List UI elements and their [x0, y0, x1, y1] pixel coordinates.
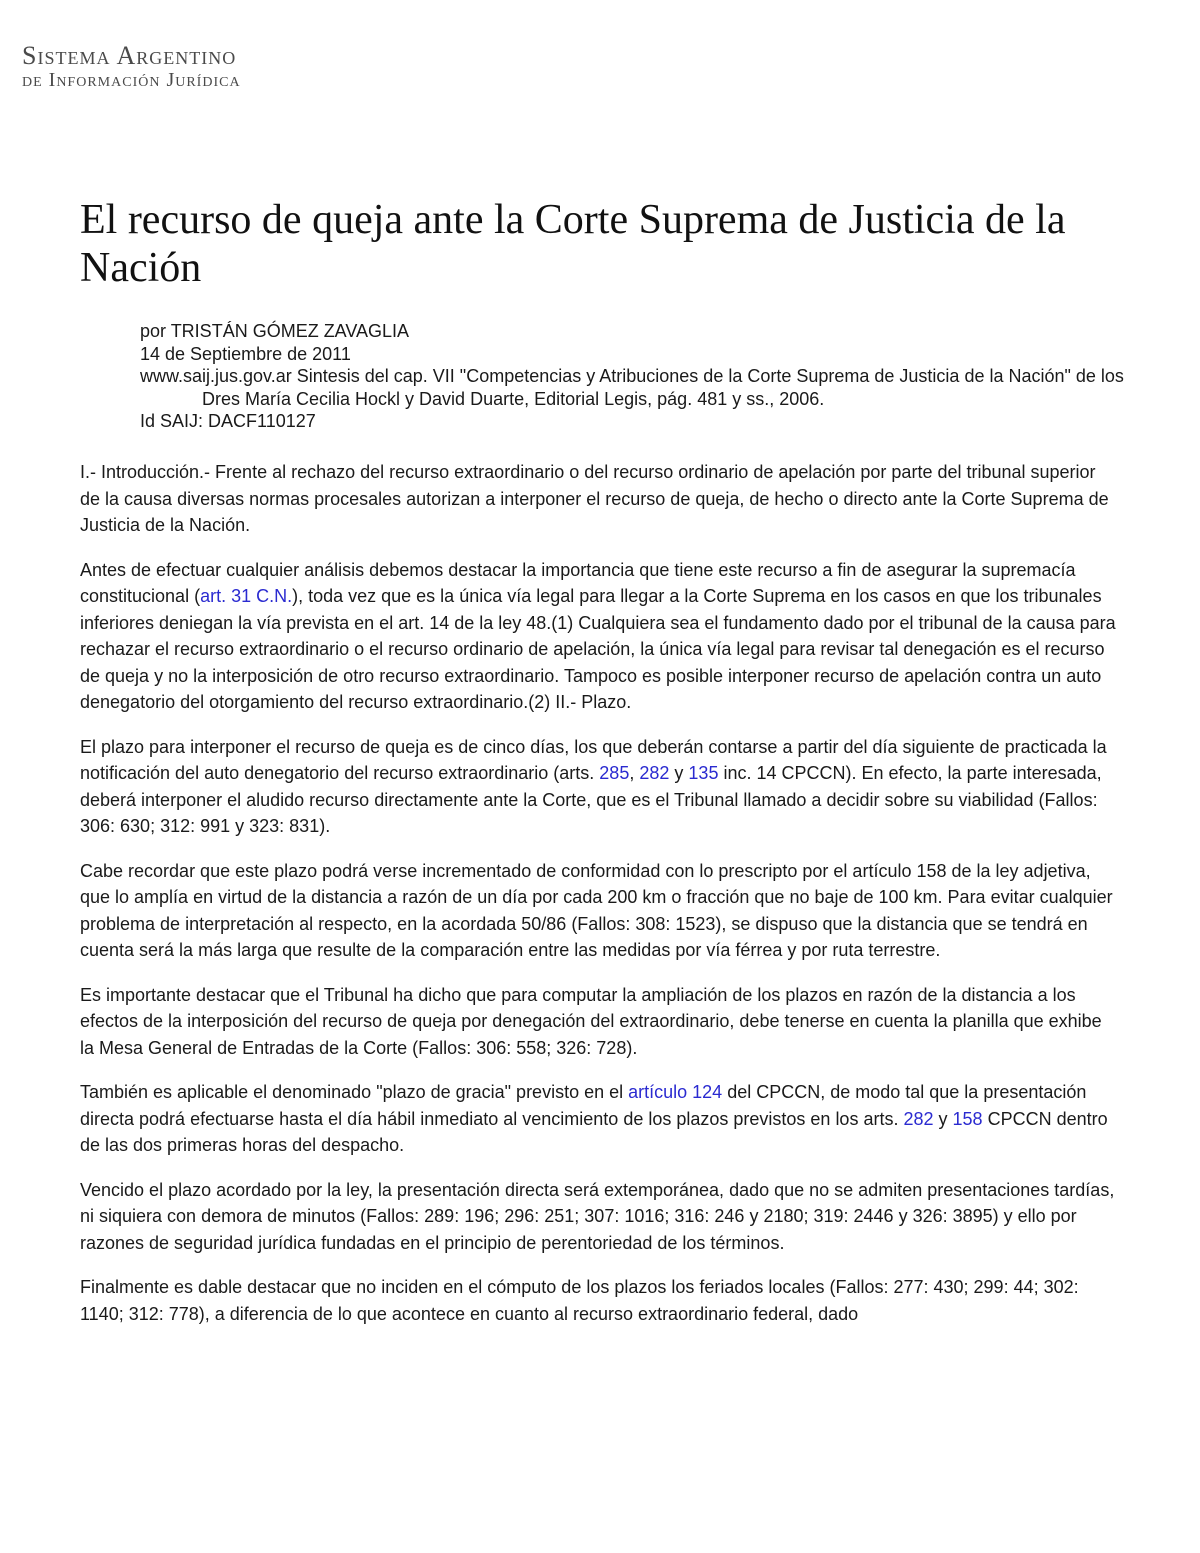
- link-art-282[interactable]: 282: [639, 763, 670, 783]
- logo-line-2: de Información Jurídica: [22, 69, 241, 91]
- link-art-31-cn[interactable]: art. 31 C.N.: [200, 586, 293, 606]
- paragraph-text: ), toda vez que es la única vía legal para llegar a la Corte Suprema en los casos en que los tribunales inferiores deniegan la vía prevista en el art. 14 de la ley 48.(1) Cualquiera sea el fundamento dado por el tribunal de la causa para rechazar el recurso extraordinario o el recurso ordinario de apelación, la única vía legal para revisar tal denegación es el recurso de queja y no la interposición de otro recurso extraordinario. Tampoco es posible interponer recurso de apelación contra un auto denegatorio del otorgamiento del recurso extraordinario.(2) II.- Plazo.: [80, 586, 1116, 712]
- author: por TRISTÁN GÓMEZ ZAVAGLIA: [140, 321, 410, 341]
- paragraph-distancia: Cabe recordar que este plazo podrá verse incrementado de conformidad con lo prescripto por el artículo 158 de la ley adjetiva, que lo amplía en virtud de la distancia a razón de un día por cada 200 km o fracción que no baje de 100 km. Para evitar cualquier problema de interpretación al respecto, en la acordada 50/86 (Fallos: 308: 1523), se dispuso que la distancia que se tendrá en cuenta será la más larga que resulte de la comparación entre las medidas por vía férrea y por ruta terrestre.: [80, 860, 1113, 960]
- paragraph-text: Antes de efectuar cualquier análisis debemos destacar la importancia que tiene este recurso a fin de asegurar la supremacía constitucional (: [80, 559, 1076, 606]
- paragraph-text: y: [933, 1108, 953, 1129]
- document-body: [80, 459, 1120, 1345]
- saij-id: Id SAIJ: DACF110127: [140, 411, 316, 431]
- paragraph-text: También es aplicable el denominado "plazo de gracia" previsto en el: [80, 1082, 629, 1102]
- paragraph-feriados: Finalmente es dable destacar que no inciden en el cómputo de los plazos los feriados locales (Fallos: 277: 430; 299: 44; 302: 1140; 312: 778), a diferencia de lo que acontece en cuanto al recurso extraordinario federal, dado: [80, 1277, 1079, 1324]
- link-art-135[interactable]: 135: [688, 763, 719, 783]
- paragraph-extemporanea: Vencido el plazo acordado por la ley, la presentación directa será extemporánea, dado que no se admiten presentaciones tardías, ni siquiera con demora de minutos (Fallos: 289: 196; 296: 251; 307: 1016; 316: 246 y 2180; 319: 2446 y 326: 3895) y ello por razones de seguridad jurídica fundadas en el principio de perentoriedad de los términos.: [80, 1179, 1115, 1253]
- paragraph-planilla: Es importante destacar que el Tribunal ha dicho que para computar la ampliación de los plazos en razón de la distancia a los efectos de la interposición del recurso de queja por denegación del extraordinario, debe tenerse en cuenta la planilla que exhibe la Mesa General de Entradas de la Corte (Fallos: 306: 558; 326: 728).: [80, 984, 1102, 1058]
- paragraph-text: inc. 14 CPCCN). En efecto, la parte interesada, deberá interponer el aludido recurso directamente ante la Corte, que es el Tribunal llamado a decidir sobre su viabilidad (Fallos: 306: 630; 312: 991 y 323: 831).: [80, 763, 1102, 836]
- source-citation: www.saij.jus.gov.ar Sintesis del cap. VII "Competencias y Atribuciones de la Corte Suprema de Justicia de la Nación" de los Dres María Cecilia Hockl y David Duarte, Editorial Legis, pág. 481 y ss., 2006.: [140, 366, 1124, 409]
- link-articulo-124[interactable]: artículo 124: [628, 1082, 723, 1102]
- paragraph-plazo-de-gracia: [80, 1079, 1120, 1159]
- paragraph-text: CPCCN dentro de las dos primeras horas del despacho.: [80, 1108, 1108, 1155]
- document-meta: [140, 320, 1140, 433]
- paragraph-supremacia: [80, 557, 1120, 716]
- publication-date: 14 de Septiembre de 2011: [140, 343, 351, 364]
- paragraph-text: y: [669, 763, 689, 783]
- paragraph-text: El plazo para interponer el recurso de queja es de cinco días, los que deberán contarse a partir del día siguiente de practicada la notificación del auto denegatorio del recurso extraordinario (arts.: [80, 736, 1107, 783]
- link-art-282[interactable]: 282: [903, 1108, 934, 1129]
- paragraph-text: ,: [629, 763, 640, 783]
- link-art-158[interactable]: 158: [952, 1108, 983, 1129]
- saij-logo: [22, 41, 241, 92]
- paragraph-text: del CPCCN, de modo tal que la presentación directa podrá efectuarse hasta el día hábil inmediato al vencimiento de los plazos previstos en los arts.: [80, 1082, 1087, 1129]
- document-title: El recurso de queja ante la Corte Suprema de Justicia de la Nación: [80, 197, 1066, 291]
- paragraph-plazo: [80, 734, 1120, 840]
- link-art-285[interactable]: 285: [599, 763, 630, 783]
- paragraph-introduccion: I.- Introducción.- Frente al rechazo del recurso extraordinario o del recurso ordinario de apelación por parte del tribunal superior de la causa diversas normas procesales autorizan a interponer el recurso de queja, de hecho o directo ante la Corte Suprema de Justicia de la Nación.: [80, 462, 1109, 535]
- logo-line-1: Sistema Argentino: [22, 41, 237, 70]
